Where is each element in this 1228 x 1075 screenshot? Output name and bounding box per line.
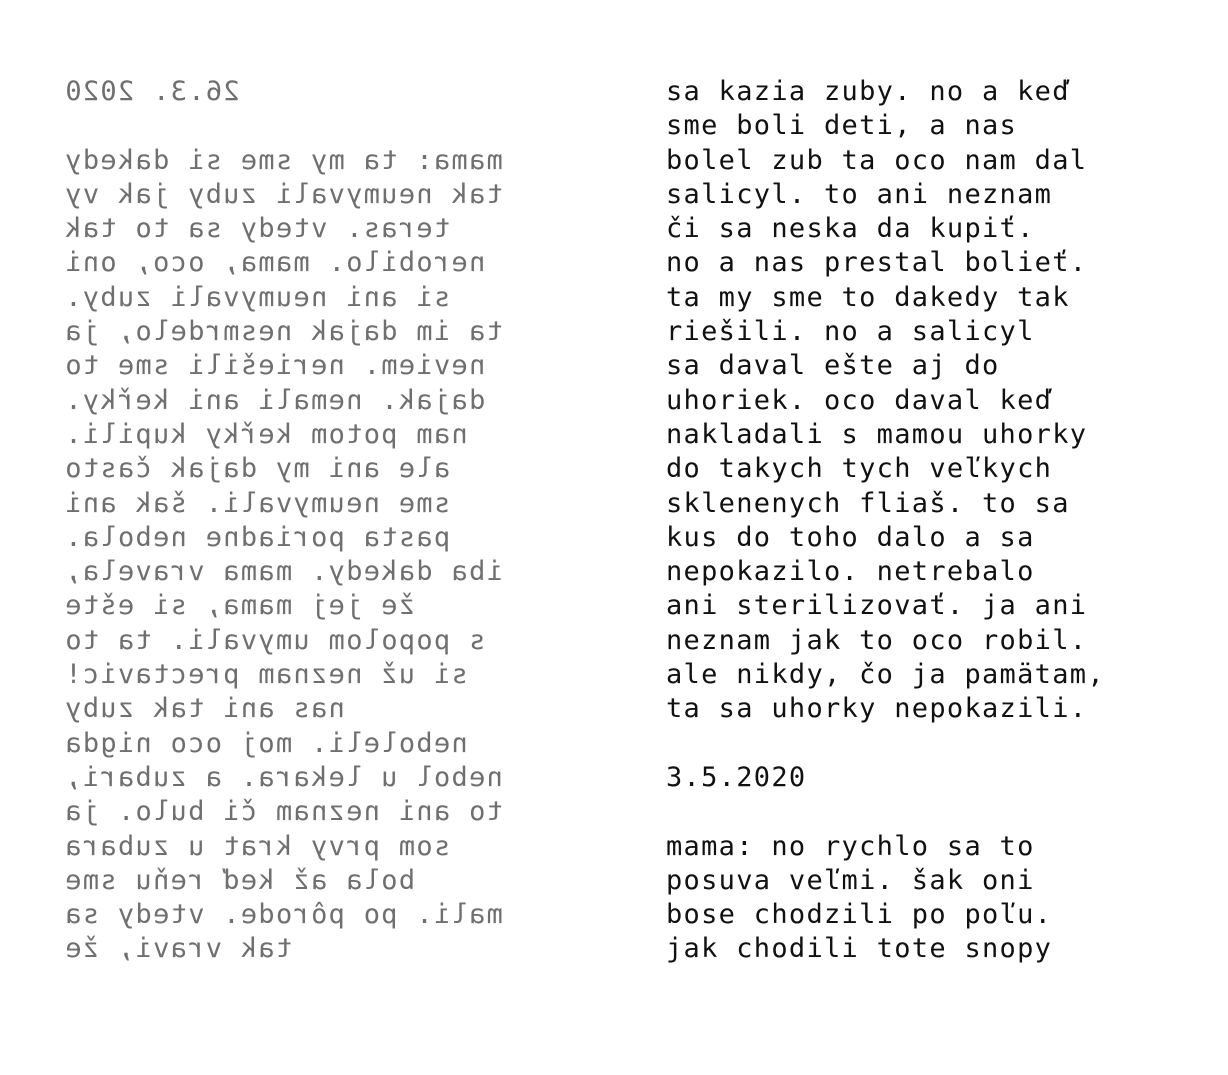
text-line: mama: no rychlo sa to [666,830,1035,862]
mirrored-text-line: sme neumyvali. šak ani [64,487,451,519]
mirrored-text-line: to ani neznam či bulo. ja [64,796,503,828]
blank-line [64,109,564,143]
text-line: posuva veľmi. šak oni [666,864,1035,896]
text-line: ani sterilizovať. ja ani [666,590,1088,622]
text-line: 3.5.2020 [666,761,807,793]
mirrored-text-line: teras. vtedy sa to tak [64,213,451,245]
blank-line [666,727,1206,761]
text-line: sa kazia zuby. no a keď [666,76,1070,107]
text-line: bolel zub ta oco nam dal [666,144,1088,176]
mirrored-text-line: 26.3. 2020 [64,76,240,107]
mirrored-text-line: ale ani my dajak často [64,453,451,485]
mirrored-text-line: mama: ta my sme si dakedy [64,144,503,176]
text-line: ta my sme to dakedy tak [666,281,1070,313]
mirrored-text-line: mali. po pôrode. vtedy sa [64,899,503,931]
text-line: sklenenych fliaš. to sa [666,487,1070,519]
text-line: no a nas prestal bolieť. [666,247,1088,279]
mirrored-text-line: pasta poriadne nebola. [64,521,451,553]
mirrored-text-line: nerobilo. mama, oco, oni [64,247,486,279]
text-column [666,75,1206,967]
mirrored-text-line: nas ani tak zuby [64,693,345,725]
text-line: ta sa uhorky nepokazili. [666,693,1088,725]
text-line: kus do toho dalo a sa [666,521,1035,553]
mirrored-text-line: si už neznam prectavic! [64,659,468,691]
mirrored-text-column [64,75,564,967]
mirrored-text-line: neviem. neriešili sme to [64,350,486,382]
mirrored-text-line: si ani neumyvali zuby. [64,281,451,313]
mirrored-text-line: s popolom umyvali. ta to [64,624,486,656]
mirrored-text-line: neboleli. moj oco nigda [64,727,468,759]
text-line: jak chodili tote snopy [666,933,1053,965]
text-line: uhoriek. oco daval keď [666,384,1053,416]
mirrored-text-line: bola až keď reňu sme [64,864,416,896]
mirrored-text-line: iba dakedy. mama vravela, [64,556,503,588]
text-line: neznam jak to oco robil. [666,624,1088,656]
blank-line [666,795,1206,829]
mirrored-text-line: ta im dajak nesmrdelo, ja [64,316,503,348]
text-line: bose chodzili po poľu. [666,899,1053,931]
text-line: do takych tych veľkych [666,453,1053,485]
mirrored-text-line: tak vravi, že [64,933,293,965]
mirrored-text-line: nebol u lekara. a zubari, [64,761,503,793]
mirrored-text-line: som prvy krat u zubara [64,830,451,862]
text-line: salicyl. to ani neznam [666,178,1053,210]
mirrored-text-line: tak neumyvali zuby jak vy [64,178,503,210]
mirrored-text-line: dajak. nemali ani keřky. [64,384,486,416]
text-line: ale nikdy, čo ja pamätam, [666,659,1105,691]
text-line: sa daval ešte aj do [666,350,1000,382]
text-line: nepokazilo. netrebalo [666,556,1035,588]
text-line: sme boli deti, a nas [666,110,1018,142]
text-line: nakladali s mamou uhorky [666,418,1088,450]
mirrored-text-line: že jej mama, si ešte [64,590,416,622]
mirrored-text-line: nam potom keřky kupili. [64,418,468,450]
text-line: riešili. no a salicyl [666,316,1035,348]
text-line: či sa neska da kupiť. [666,213,1035,245]
